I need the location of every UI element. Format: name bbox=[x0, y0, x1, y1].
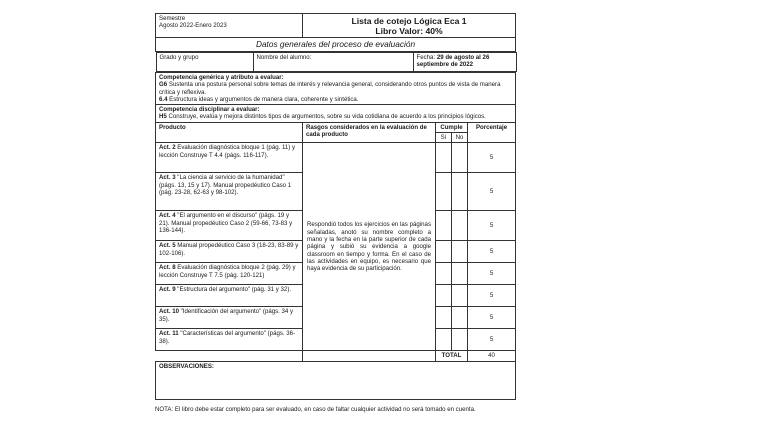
product-cell: Act. 11 "Características del argumento" (págs. 36-38). bbox=[156, 329, 303, 351]
no-header: No bbox=[452, 133, 468, 143]
generic-competence-row bbox=[156, 73, 516, 105]
product-cell: Act. 10 "Identificación del argumento" (págs. 34 y 35). bbox=[156, 307, 303, 329]
si-checkbox[interactable] bbox=[436, 263, 452, 285]
si-header: Sí bbox=[436, 133, 452, 143]
semester-label: Semestre bbox=[159, 15, 186, 22]
g6-text: Sustenta una postura personal sobre temas de interés y relevancia general, considerando otros puntos de vista de manera crítica y reflexiva. bbox=[159, 81, 501, 96]
total-row bbox=[156, 351, 516, 361]
si-checkbox[interactable] bbox=[436, 211, 452, 241]
checklist-sheet-main bbox=[155, 13, 515, 400]
percentage-cell: 5 bbox=[468, 307, 516, 329]
generic-competence-cell bbox=[156, 73, 516, 105]
table-row bbox=[156, 143, 516, 173]
no-checkbox[interactable] bbox=[452, 241, 468, 263]
si-checkbox[interactable] bbox=[436, 307, 452, 329]
general-data-row bbox=[156, 52, 516, 73]
observations-field[interactable]: OBSERVACIONES: bbox=[156, 361, 516, 399]
date-value: 29 de agosto al 26 septiembre de 2022 bbox=[416, 54, 490, 69]
observations-row bbox=[156, 361, 516, 399]
section-title: Datos generales del proceso de evaluación bbox=[156, 38, 516, 52]
total-label: TOTAL bbox=[436, 351, 468, 361]
total-value: 40 bbox=[468, 351, 516, 361]
semester-cell bbox=[156, 14, 303, 38]
g6-code: G6 bbox=[159, 81, 168, 89]
title-row bbox=[156, 14, 516, 38]
product-cell: Act. 5 Manual propedéutico Caso 3 (18-23, 83-89 y 102-106). bbox=[156, 241, 303, 263]
si-checkbox[interactable] bbox=[436, 329, 452, 351]
percentage-cell: 5 bbox=[468, 211, 516, 241]
product-cell: Act. 2 Evaluación diagnóstica bloque 1 (pág. 11) y lección Construye T 4.4 (págs. 116-117). bbox=[156, 143, 303, 173]
disciplinary-competence-row bbox=[156, 105, 516, 123]
porcentaje-header: Porcentaje bbox=[468, 122, 516, 143]
grade-field[interactable]: Grado y grupo bbox=[156, 53, 253, 72]
percentage-cell: 5 bbox=[468, 329, 516, 351]
disciplinary-competence-cell bbox=[156, 105, 516, 123]
producto-header: Producto bbox=[156, 122, 303, 143]
si-checkbox[interactable] bbox=[436, 241, 452, 263]
title-cell bbox=[303, 14, 516, 38]
si-checkbox[interactable] bbox=[436, 143, 452, 173]
percentage-cell: 5 bbox=[468, 143, 516, 173]
section-title-row bbox=[156, 38, 516, 52]
document-title: Lista de cotejo Lógica Eca 1 bbox=[351, 15, 467, 26]
h5-code: H5 bbox=[159, 113, 167, 121]
semester-value: Agosto 2022-Enero 2023 bbox=[159, 22, 227, 30]
product-cell: Act. 8 Evaluación diagnóstica bloque 2 (pág. 29) y lección Construye T 7.5 (pág. 120-121) bbox=[156, 263, 303, 285]
disciplinary-competence-heading: Competencia disciplinar a evaluar: bbox=[159, 106, 260, 114]
h5-text: Construye, evalúa y mejora distintos tipos de argumentos, sobre su vida cotidiana de acuerdo a los principios lógicos. bbox=[166, 113, 486, 121]
product-cell: Act. 9 "Estructura del argumento" (pág. 31 y 32). bbox=[156, 285, 303, 307]
no-checkbox[interactable] bbox=[452, 211, 468, 241]
no-checkbox[interactable] bbox=[452, 285, 468, 307]
student-name-field[interactable]: Nombre del alumno: bbox=[253, 53, 413, 72]
percentage-cell: 5 bbox=[468, 173, 516, 211]
date-label: Fecha: bbox=[416, 54, 436, 61]
no-checkbox[interactable] bbox=[452, 307, 468, 329]
date-field bbox=[413, 53, 516, 72]
product-cell: Act. 3 "La ciencia al servicio de la humanidad" (págs. 13, 15 y 17). Manual propedéutico Caso 1 (pág. 23-28, 62-63 y 98-102). bbox=[156, 173, 303, 211]
attr-text: Estructura ideas y argumentos de manera clara, coherente y sintética. bbox=[167, 95, 359, 103]
document-subtitle: Libro Valor: 40% bbox=[375, 25, 443, 36]
rasgos-cell: Respondió todos los ejercicios en las páginas señaladas, anotó su nombre completo a mano y la fecha en la parte superior de cada página y subió su evidencia a google classroom en tiempo y forma. En el caso de las actividades en equipo, es necesario que haya evidencia de su participación. bbox=[303, 143, 436, 351]
generic-competence-heading: Competencia genérica y atributo a evaluar: bbox=[159, 74, 284, 81]
main-table bbox=[155, 13, 516, 400]
attr-code: 6.4 bbox=[159, 95, 168, 103]
no-checkbox[interactable] bbox=[452, 143, 468, 173]
si-checkbox[interactable] bbox=[436, 173, 452, 211]
percentage-cell: 5 bbox=[468, 285, 516, 307]
no-checkbox[interactable] bbox=[452, 329, 468, 351]
percentage-cell: 5 bbox=[468, 241, 516, 263]
no-checkbox[interactable] bbox=[452, 173, 468, 211]
footnote: NOTA: El libro debe estar completo para ser evaluado, en caso de faltar cualquier actividad no será tomado en cuenta. bbox=[155, 406, 476, 413]
cumple-header: Cumple bbox=[436, 122, 468, 132]
percentage-cell: 5 bbox=[468, 263, 516, 285]
rasgos-header: Rasgos considerados en la evaluación de cada producto bbox=[303, 122, 436, 143]
no-checkbox[interactable] bbox=[452, 263, 468, 285]
product-cell: Act. 4 "El argumento en el discurso" (págs. 19 y 21). Manual propedéutico Caso 2 (59-66, 73-83 y 136-144). bbox=[156, 211, 303, 241]
si-checkbox[interactable] bbox=[436, 285, 452, 307]
table-header-row bbox=[156, 122, 516, 132]
